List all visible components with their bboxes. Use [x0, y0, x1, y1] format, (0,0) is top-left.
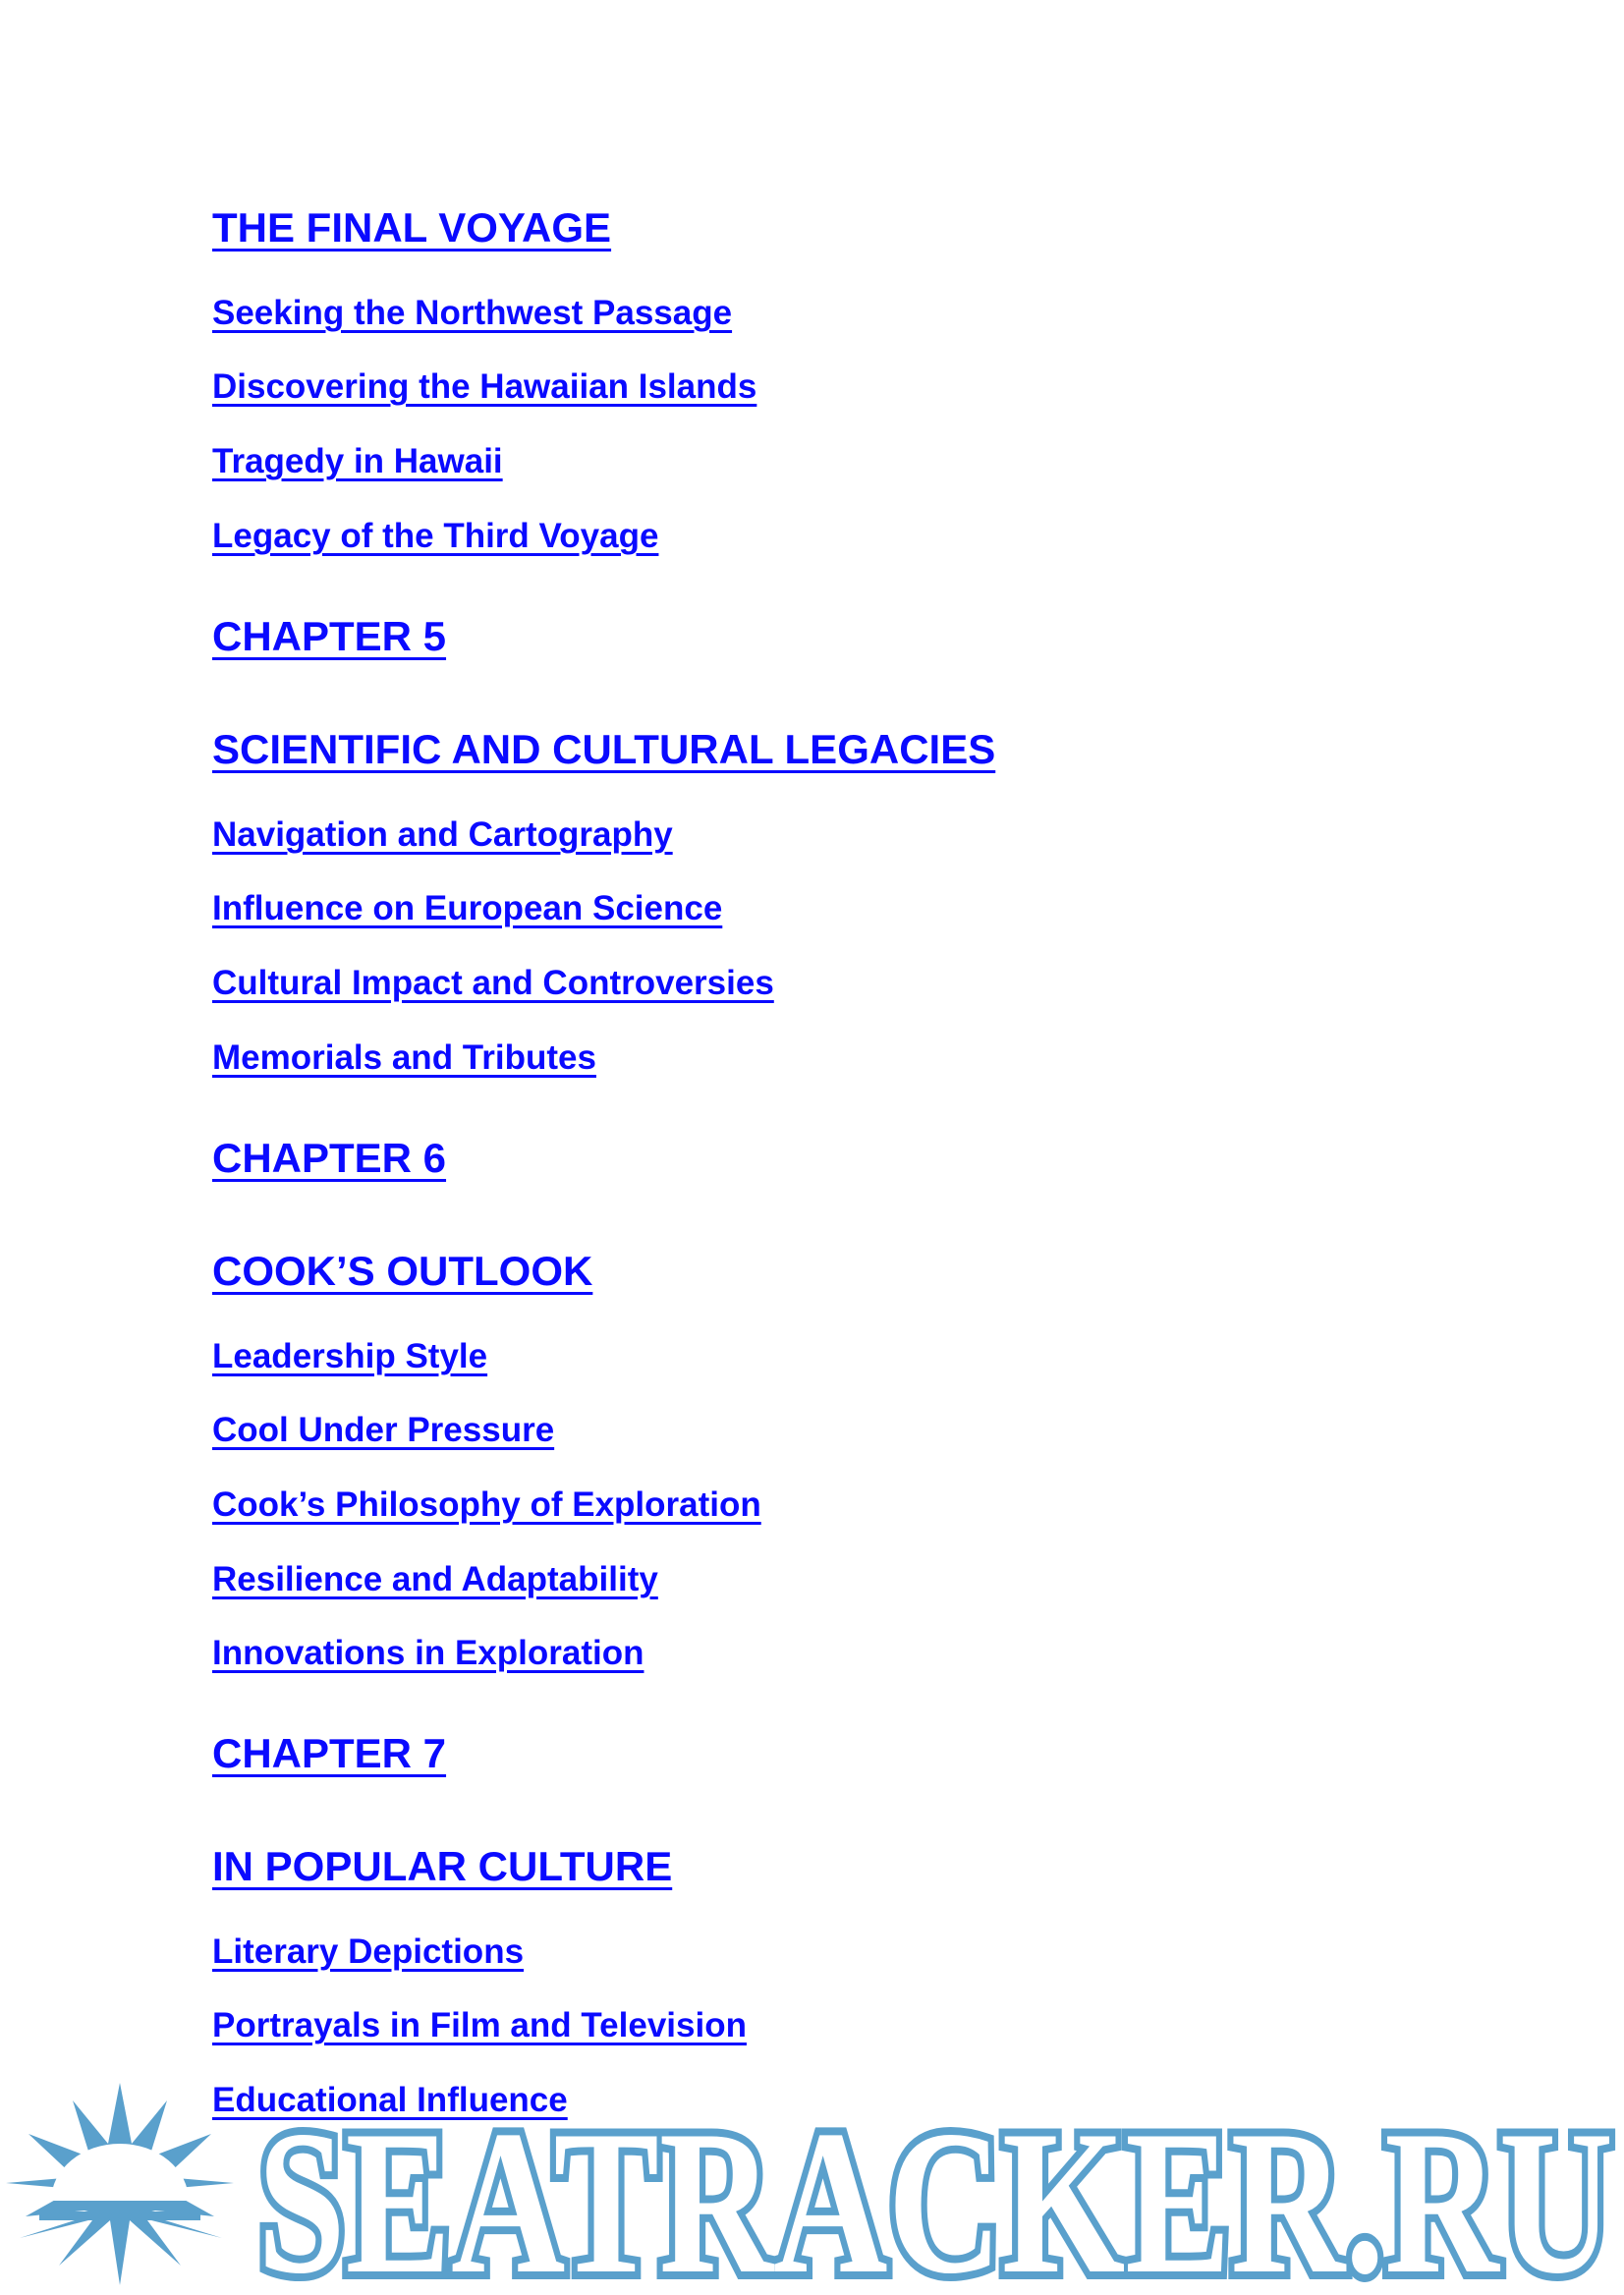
- toc-link-portrayals-film-television[interactable]: Portrayals in Film and Television: [212, 2006, 747, 2044]
- toc-link-navigation-cartography[interactable]: Navigation and Cartography: [212, 815, 673, 854]
- toc-chapter-7[interactable]: CHAPTER 7: [212, 1730, 447, 1776]
- toc-link-innovations-exploration[interactable]: Innovations in Exploration: [212, 1634, 644, 1672]
- toc-heading-in-popular-culture[interactable]: IN POPULAR CULTURE: [212, 1843, 673, 1889]
- toc-link-literary-depictions[interactable]: Literary Depictions: [212, 1932, 525, 1971]
- toc-link-tragedy-in-hawaii[interactable]: Tragedy in Hawaii: [212, 442, 503, 480]
- toc-heading-final-voyage[interactable]: THE FINAL VOYAGE: [212, 204, 612, 251]
- toc-link-cooks-philosophy-exploration[interactable]: Cook’s Philosophy of Exploration: [212, 1485, 761, 1524]
- toc-link-influence-european-science[interactable]: Influence on European Science: [212, 889, 723, 927]
- toc-link-seeking-northwest-passage[interactable]: Seeking the Northwest Passage: [212, 294, 733, 332]
- sun-over-horizon-icon: [6, 2083, 234, 2285]
- toc-link-resilience-adaptability[interactable]: Resilience and Adaptability: [212, 1560, 658, 1598]
- toc-chapter-6[interactable]: CHAPTER 6: [212, 1135, 447, 1181]
- toc-link-cultural-impact-controversies[interactable]: Cultural Impact and Controversies: [212, 964, 774, 1002]
- toc-link-discovering-hawaiian-islands[interactable]: Discovering the Hawaiian Islands: [212, 367, 757, 406]
- toc-link-memorials-tributes[interactable]: Memorials and Tributes: [212, 1038, 596, 1077]
- toc-link-cool-under-pressure[interactable]: Cool Under Pressure: [212, 1411, 555, 1449]
- toc-heading-cooks-outlook[interactable]: COOK’S OUTLOOK: [212, 1248, 593, 1294]
- watermark-text: SEATRACKER.RU: [257, 2089, 1613, 2295]
- toc-link-leadership-style[interactable]: Leadership Style: [212, 1337, 488, 1375]
- toc-link-legacy-third-voyage[interactable]: Legacy of the Third Voyage: [212, 517, 659, 555]
- toc-link-educational-influence[interactable]: Educational Influence: [212, 2081, 568, 2119]
- seatracker-watermark: [0, 2073, 1624, 2295]
- toc-heading-scientific-cultural-legacies[interactable]: SCIENTIFIC AND CULTURAL LEGACIES: [212, 726, 996, 772]
- toc-chapter-5[interactable]: CHAPTER 5: [212, 613, 447, 659]
